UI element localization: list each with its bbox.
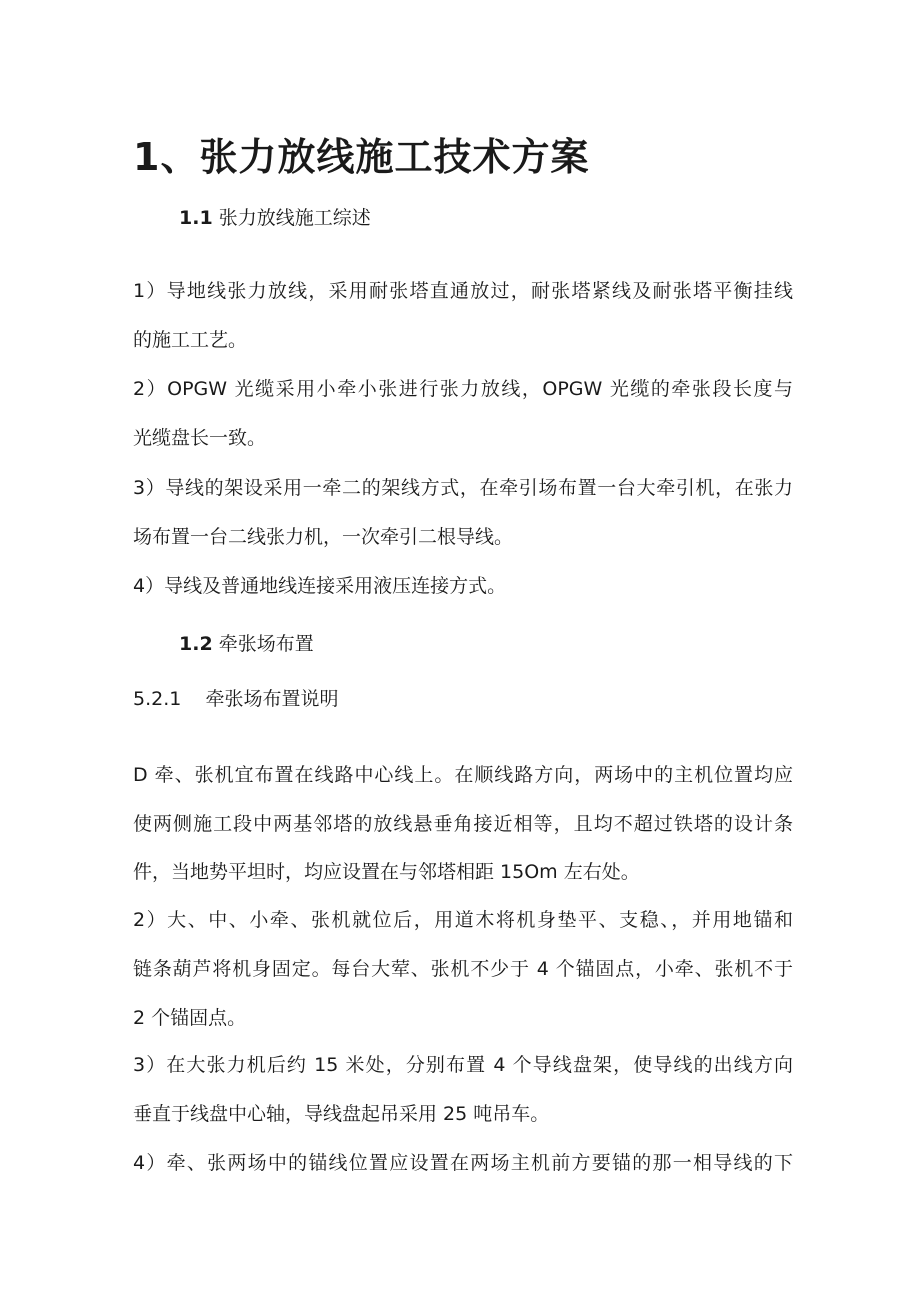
section-number: 1.2 bbox=[179, 633, 213, 655]
paragraph-line: 件，当地势平坦时，均应设置在与邻塔相距 15Om 左右处。 bbox=[133, 861, 640, 883]
document-title: 1、张力放线施工技术方案 bbox=[133, 135, 590, 179]
paragraph-line: 垂直于线盘中心轴，导线盘起吊采用 25 吨吊车。 bbox=[133, 1103, 550, 1125]
paragraph-line: 光缆盘长一致。 bbox=[133, 427, 267, 449]
section-heading-1-1 bbox=[179, 203, 371, 230]
paragraph-line: 2）OPGW 光缆采用小牵小张进行张力放线，OPGW 光缆的牵张段长度与 bbox=[133, 378, 793, 400]
paragraph-line: 使两侧施工段中两基邻塔的放线悬垂角接近相等，且均不超过铁塔的设计条 bbox=[133, 813, 793, 835]
paragraph-line: 2）大、中、小牵、张机就位后，用道木将机身垫平、支稳、，并用地锚和 bbox=[133, 909, 793, 931]
section-heading-1-2 bbox=[179, 629, 314, 656]
paragraph-line: 场布置一台二线张力机，一次牵引二根导线。 bbox=[133, 526, 514, 548]
paragraph-line: 的施工工艺。 bbox=[133, 329, 248, 351]
section-number: 1.1 bbox=[179, 207, 213, 229]
paragraph-line: 链条葫芦将机身固定。每台大荤、张机不少于 4 个锚固点，小牵、张机不于 bbox=[133, 958, 793, 980]
paragraph-line: 2 个锚固点。 bbox=[133, 1007, 247, 1029]
paragraph-line: 3）在大张力机后约 15 米处，分别布置 4 个导线盘架，使导线的出线方向 bbox=[133, 1054, 793, 1076]
section-heading-text: 牵张场布置 bbox=[218, 633, 314, 655]
subsection-heading: 5.2.1 牵张场布置说明 bbox=[133, 688, 339, 710]
paragraph-line: D 牵、张机宜布置在线路中心线上。在顺线路方向，两场中的主机位置均应 bbox=[133, 764, 793, 786]
paragraph-line: 4）牵、张两场中的锚线位置应设置在两场主机前方要锚的那一相导线的下 bbox=[133, 1152, 793, 1174]
paragraph-line: 3）导线的架设采用一牵二的架线方式，在牵引场布置一台大牵引机，在张力 bbox=[133, 477, 793, 499]
section-heading-text: 张力放线施工综述 bbox=[218, 207, 371, 229]
paragraph-line: 1）导地线张力放线，采用耐张塔直通放过，耐张塔紧线及耐张塔平衡挂线 bbox=[133, 280, 793, 302]
paragraph-line: 4）导线及普通地线连接采用液压连接方式。 bbox=[133, 575, 507, 597]
